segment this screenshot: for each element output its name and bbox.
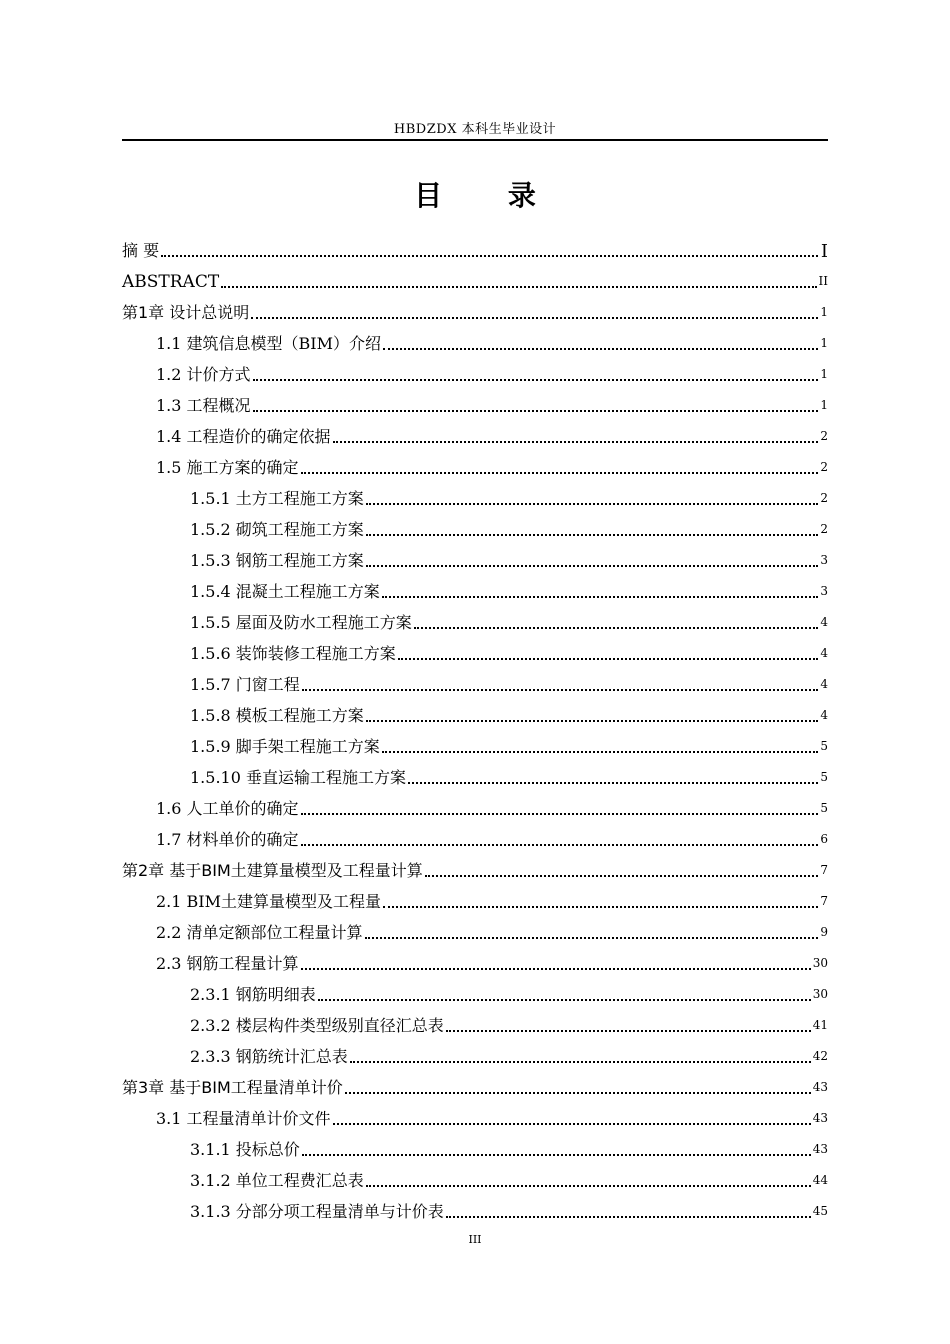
toc-entry-label: 2.3.2 楼层构件类型级别直径汇总表 bbox=[190, 1016, 444, 1035]
toc-entry-label: 1.5.10 垂直运输工程施工方案 bbox=[190, 768, 406, 787]
toc-entry[interactable] bbox=[122, 978, 828, 1009]
toc-entry-page: 7 bbox=[820, 894, 828, 908]
toc-entry-label: 1.6 人工单价的确定 bbox=[156, 799, 299, 818]
toc-entry[interactable] bbox=[122, 575, 828, 606]
toc-dot-leader bbox=[382, 751, 818, 753]
toc-entry-label: 1.4 工程造价的确定依据 bbox=[156, 427, 331, 446]
toc-entry-label: 1.2 计价方式 bbox=[156, 365, 251, 384]
toc-entry-label: 2.2 清单定额部位工程量计算 bbox=[156, 923, 363, 942]
toc-entry-label: 1.5.6 装饰装修工程施工方案 bbox=[190, 644, 396, 663]
toc-entry[interactable] bbox=[122, 792, 828, 823]
toc-entry-page: 4 bbox=[820, 646, 828, 660]
toc-entry-label: 第3章 基于BIM工程量清单计价 bbox=[122, 1078, 343, 1097]
toc-entry[interactable] bbox=[122, 513, 828, 544]
toc-entry-page: 4 bbox=[820, 615, 828, 629]
toc-entry-label: 2.3.1 钢筋明细表 bbox=[190, 985, 316, 1004]
toc-dot-leader bbox=[333, 1123, 811, 1125]
toc-entry[interactable] bbox=[122, 1164, 828, 1195]
toc-dot-leader bbox=[446, 1216, 811, 1218]
toc-entry[interactable] bbox=[122, 730, 828, 761]
toc-entry[interactable] bbox=[122, 916, 828, 947]
toc-dot-leader bbox=[301, 968, 811, 970]
toc-entry[interactable] bbox=[122, 1195, 828, 1226]
toc-entry[interactable] bbox=[122, 265, 828, 296]
toc-entry[interactable] bbox=[122, 1133, 828, 1164]
toc-entry-label: 1.5.9 脚手架工程施工方案 bbox=[190, 737, 380, 756]
toc-dot-leader bbox=[301, 844, 818, 846]
toc-entry-label: 3.1.3 分部分项工程量清单与计价表 bbox=[190, 1202, 444, 1221]
toc-entry[interactable] bbox=[122, 296, 828, 327]
toc-entry[interactable] bbox=[122, 761, 828, 792]
toc-dot-leader bbox=[446, 1030, 811, 1032]
toc-entry-page: 1 bbox=[820, 336, 828, 350]
toc-entry-page: 30 bbox=[812, 956, 828, 970]
toc-entry[interactable] bbox=[122, 234, 828, 265]
toc-entry[interactable] bbox=[122, 1009, 828, 1040]
toc-entry-label: 3.1 工程量清单计价文件 bbox=[156, 1109, 331, 1128]
toc-entry-page: 43 bbox=[812, 1111, 828, 1125]
toc-entry-page: 5 bbox=[820, 739, 828, 753]
toc-dot-leader bbox=[253, 410, 818, 412]
toc-entry-page: 1 bbox=[820, 398, 828, 412]
toc-entry-page: 4 bbox=[820, 677, 828, 691]
toc-entry-label: 1.5.3 钢筋工程施工方案 bbox=[190, 551, 364, 570]
toc-entry[interactable] bbox=[122, 885, 828, 916]
toc-entry-page: 2 bbox=[820, 522, 828, 536]
toc-entry-page: 44 bbox=[812, 1173, 828, 1187]
toc-entry-label: 1.1 建筑信息模型（BIM）介绍 bbox=[156, 334, 381, 353]
toc-entry-page: II bbox=[818, 274, 828, 288]
toc-entry-label: 3.1.1 投标总价 bbox=[190, 1140, 300, 1159]
toc-entry-page: 5 bbox=[820, 801, 828, 815]
toc-entry-page: 9 bbox=[820, 925, 828, 939]
toc-entry-page: 1 bbox=[820, 305, 828, 319]
toc-entry[interactable] bbox=[122, 637, 828, 668]
toc-dot-leader bbox=[398, 658, 818, 660]
toc-entry-page: 2 bbox=[820, 460, 828, 474]
toc-entry-page: 2 bbox=[820, 429, 828, 443]
page-header: HBDZDX 本科生毕业设计 bbox=[393, 122, 557, 137]
toc-entry-page: 7 bbox=[820, 863, 828, 877]
table-of-contents bbox=[122, 234, 828, 1226]
toc-entry-page: 3 bbox=[820, 584, 828, 598]
toc-dot-leader bbox=[365, 937, 818, 939]
toc-entry-label: 3.1.2 单位工程费汇总表 bbox=[190, 1171, 364, 1190]
toc-dot-leader bbox=[302, 1154, 811, 1156]
toc-dot-leader bbox=[350, 1061, 811, 1063]
toc-dot-leader bbox=[345, 1092, 811, 1094]
toc-dot-leader bbox=[425, 875, 818, 877]
toc-entry[interactable] bbox=[122, 482, 828, 513]
page-number: III bbox=[468, 1233, 482, 1246]
toc-entry-label: 1.5.5 屋面及防水工程施工方案 bbox=[190, 613, 412, 632]
toc-entry[interactable] bbox=[122, 544, 828, 575]
toc-entry[interactable] bbox=[122, 389, 828, 420]
toc-entry[interactable] bbox=[122, 668, 828, 699]
toc-entry-page: 30 bbox=[812, 987, 828, 1001]
toc-entry[interactable] bbox=[122, 358, 828, 389]
toc-entry-page: 41 bbox=[812, 1018, 828, 1032]
toc-entry-page: 43 bbox=[812, 1142, 828, 1156]
toc-entry-page: 43 bbox=[812, 1080, 828, 1094]
toc-entry-label: 2.3.3 钢筋统计汇总表 bbox=[190, 1047, 348, 1066]
toc-dot-leader bbox=[383, 348, 818, 350]
toc-entry-page: 4 bbox=[820, 708, 828, 722]
toc-entry[interactable] bbox=[122, 1102, 828, 1133]
toc-entry-page: 1 bbox=[820, 367, 828, 381]
toc-dot-leader bbox=[301, 472, 818, 474]
toc-entry[interactable] bbox=[122, 699, 828, 730]
toc-entry-label: 1.5.4 混凝土工程施工方案 bbox=[190, 582, 380, 601]
toc-entry-label: 1.5.8 模板工程施工方案 bbox=[190, 706, 364, 725]
toc-dot-leader bbox=[408, 782, 818, 784]
toc-entry-page: 5 bbox=[820, 770, 828, 784]
toc-entry[interactable] bbox=[122, 606, 828, 637]
toc-entry-label: 2.3 钢筋工程量计算 bbox=[156, 954, 299, 973]
toc-dot-leader bbox=[251, 317, 818, 319]
toc-entry[interactable] bbox=[122, 327, 828, 358]
toc-dot-leader bbox=[301, 813, 818, 815]
toc-dot-leader bbox=[414, 627, 818, 629]
toc-dot-leader bbox=[366, 534, 818, 536]
toc-entry-label: 摘 要 bbox=[122, 241, 160, 260]
toc-entry[interactable] bbox=[122, 823, 828, 854]
toc-dot-leader bbox=[333, 441, 818, 443]
toc-dot-leader bbox=[366, 1185, 811, 1187]
toc-entry[interactable] bbox=[122, 947, 828, 978]
toc-entry-label: ABSTRACT bbox=[122, 272, 220, 292]
toc-dot-leader bbox=[253, 379, 818, 381]
toc-entry[interactable] bbox=[122, 1040, 828, 1071]
toc-entry-label: 第1章 设计总说明 bbox=[122, 303, 250, 322]
toc-entry[interactable] bbox=[122, 1071, 828, 1102]
toc-entry[interactable] bbox=[122, 854, 828, 885]
toc-entry-page: 42 bbox=[812, 1049, 828, 1063]
toc-dot-leader bbox=[161, 255, 818, 257]
toc-dot-leader bbox=[382, 596, 818, 598]
toc-dot-leader bbox=[318, 999, 811, 1001]
toc-dot-leader bbox=[366, 503, 818, 505]
toc-dot-leader bbox=[383, 906, 818, 908]
page-title: 目 录 bbox=[414, 179, 564, 212]
toc-dot-leader bbox=[366, 720, 818, 722]
toc-entry-page: 2 bbox=[820, 491, 828, 505]
toc-entry-page: 45 bbox=[812, 1204, 828, 1218]
toc-entry-label: 1.5.2 砌筑工程施工方案 bbox=[190, 520, 364, 539]
toc-entry-label: 1.5.7 门窗工程 bbox=[190, 675, 300, 694]
toc-entry-label: 2.1 BIM土建算量模型及工程量 bbox=[156, 892, 381, 911]
toc-entry-page: 6 bbox=[820, 832, 828, 846]
toc-entry-label: 1.3 工程概况 bbox=[156, 396, 251, 415]
toc-entry[interactable] bbox=[122, 420, 828, 451]
toc-dot-leader bbox=[366, 565, 818, 567]
toc-entry-label: 1.7 材料单价的确定 bbox=[156, 830, 299, 849]
toc-entry-label: 第2章 基于BIM土建算量模型及工程量计算 bbox=[122, 861, 423, 880]
toc-entry-page: I bbox=[820, 241, 828, 262]
toc-dot-leader bbox=[221, 286, 816, 288]
toc-entry-page: 3 bbox=[820, 553, 828, 567]
toc-entry-label: 1.5.1 土方工程施工方案 bbox=[190, 489, 364, 508]
header-rule bbox=[122, 139, 828, 141]
toc-dot-leader bbox=[302, 689, 818, 691]
toc-entry[interactable] bbox=[122, 451, 828, 482]
toc-entry-label: 1.5 施工方案的确定 bbox=[156, 458, 299, 477]
